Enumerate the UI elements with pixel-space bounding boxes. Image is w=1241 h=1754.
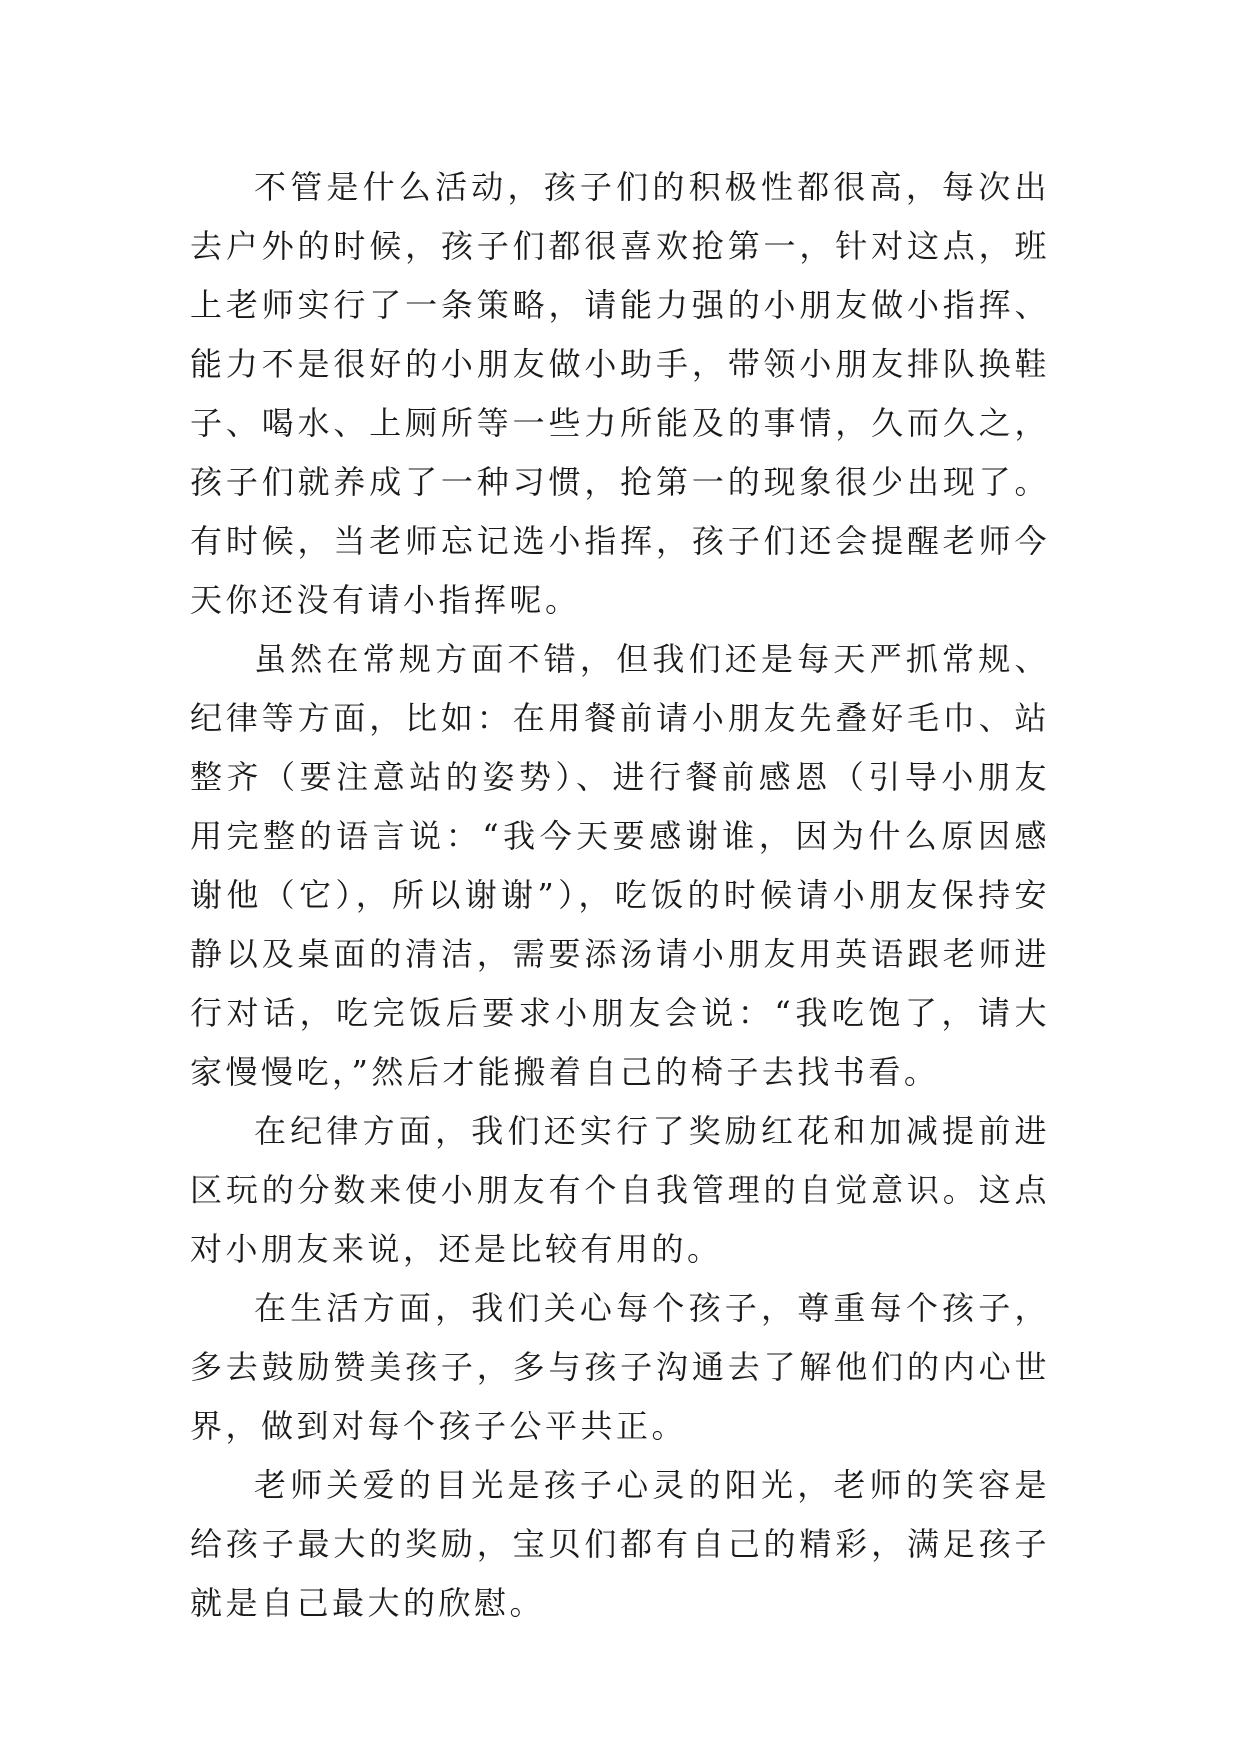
paragraph-1: 不管是什么活动，孩子们的积极性都很高，每次出去户外的时候，孩子们都很喜欢抢第一，针对这点，班上老师实行了一条策略，请能力强的小朋友做小指挥、能力不是很好的小朋友做小助手，带领小朋友排队换鞋子、喝水、上厕所等一些力所能及的事情，久而久之，孩子们就养成了一种习惯，抢第一的现象很少出现了。有时候，当老师忘记选小指挥，孩子们还会提醒老师今天你还没有请小指挥呢。 bbox=[190, 168, 1050, 619]
paragraph-5: 老师关爱的目光是孩子心灵的阳光，老师的笑容是给孩子最大的奖励，宝贝们都有自己的精彩，满足孩子就是自己最大的欣慰。 bbox=[190, 1466, 1050, 1622]
paragraph-2: 虽然在常规方面不错，但我们还是每天严抓常规、纪律等方面，比如：在用餐前请小朋友先叠好毛巾、站整齐（要注意站的姿势）、进行餐前感恩（引导小朋友用完整的语言说：“我今天要感谢谁，因为什么原因感谢他（它），所以谢谢”），吃饭的时候请小朋友保持安静以及桌面的清洁，需要添汤请小朋友用英语跟老师进行对话，吃完饭后要求小朋友会说：“我吃饱了，请大家慢慢吃，”然后才能搬着自己的椅子去找书看。 bbox=[190, 640, 1050, 1091]
paragraph-3: 在纪律方面，我们还实行了奖励红花和加减提前进区玩的分数来使小朋友有个自我管理的自觉意识。这点对小朋友来说，还是比较有用的。 bbox=[190, 1112, 1050, 1268]
document-body bbox=[190, 158, 1050, 1633]
paragraph-4: 在生活方面，我们关心每个孩子，尊重每个孩子，多去鼓励赞美孩子，多与孩子沟通去了解他们的内心世界，做到对每个孩子公平共正。 bbox=[190, 1289, 1050, 1445]
